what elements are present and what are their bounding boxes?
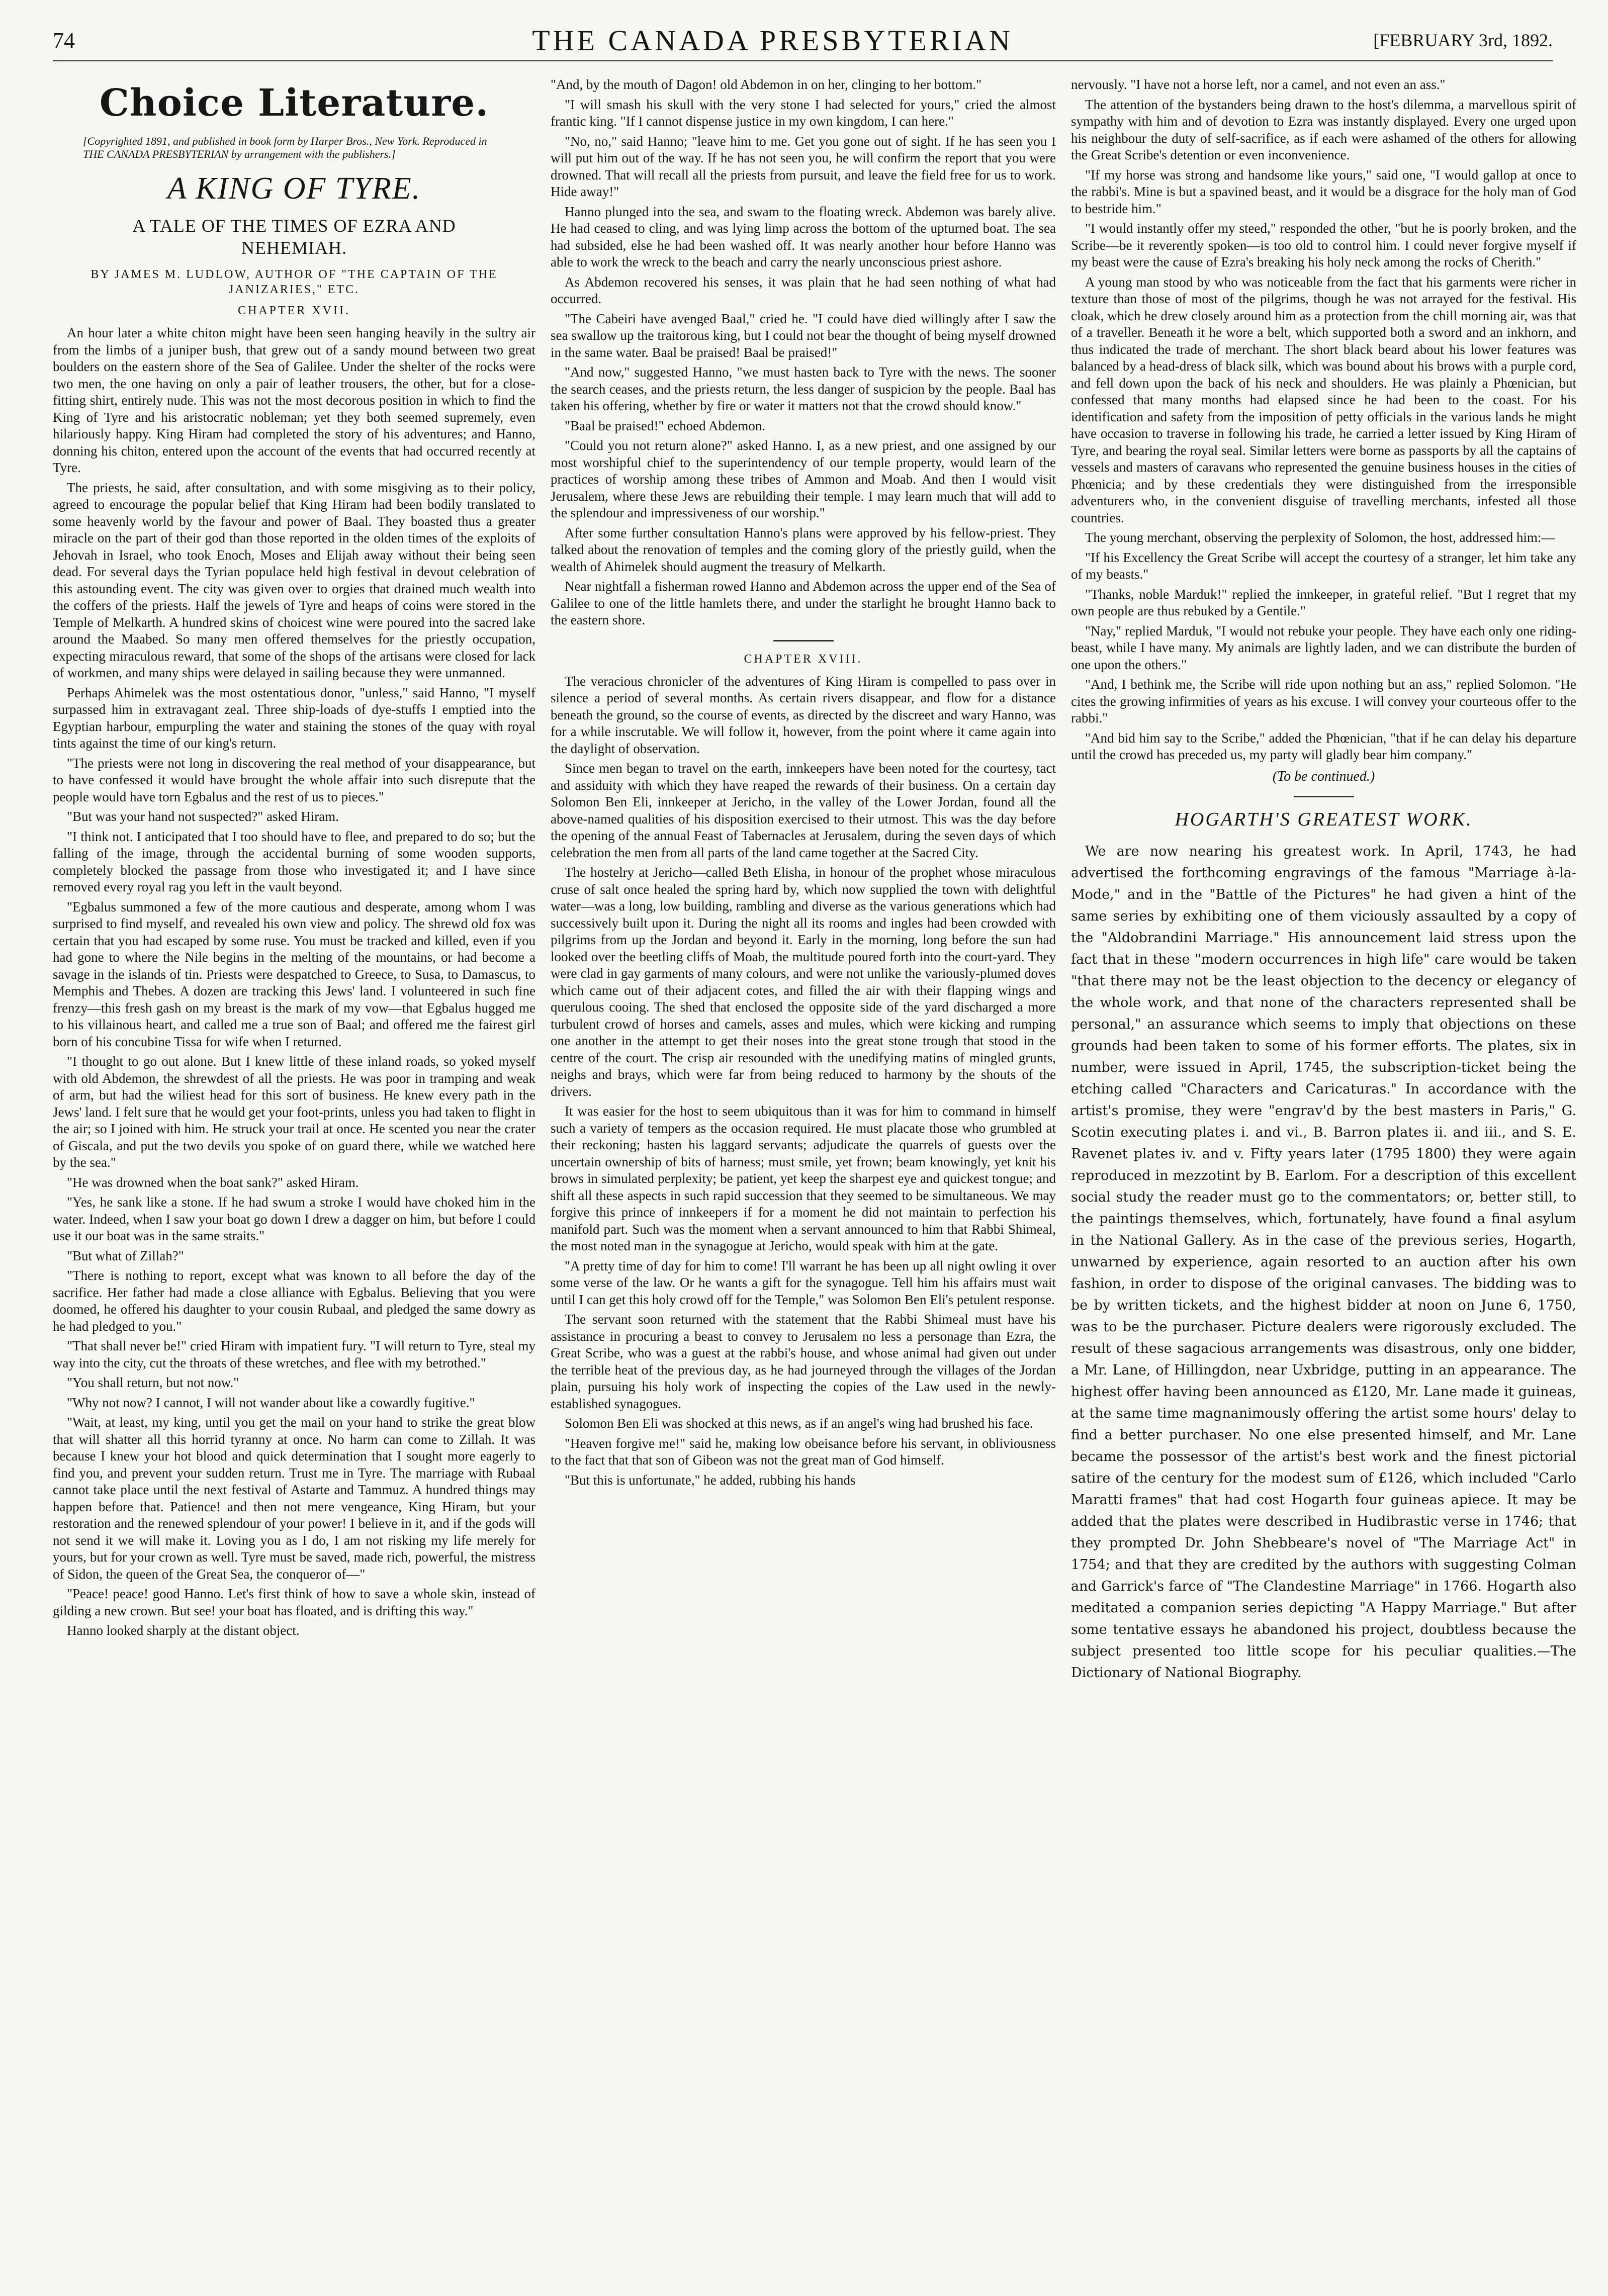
paragraph: "The Cabeiri have avenged Baal," cried he. "I could have died willingly after I saw the sea swallow up the traitorous king, but I could not bear the thought of being myself drowned in the same water. Baal be praised! Baal be praised!"	[551, 311, 1056, 360]
columns	[53, 76, 1576, 2278]
paragraph: "Nay," replied Marduk, "I would not rebuke your people. They have each only one riding-beast, while I have many. My animals are lightly laden, and we can distribute the burden of one upon the others."	[1071, 623, 1576, 672]
paragraph: nervously. "I have not a horse left, nor a camel, and not even an ass."	[1071, 77, 1446, 92]
paragraph: "Heaven forgive me!" said he, making low obeisance before his servant, in obliviousness to the fact that that son of Gibeon was not the great man of God himself.	[551, 1435, 1056, 1467]
chapter-body	[551, 673, 1056, 1489]
paragraph: "But this is unfortunate," he added, rubbing his hands	[565, 1472, 856, 1488]
paragraph: "That shall never be!" cried Hiram with impatient fury. "I will return to Tyre, steal my way into the city, cut the throats of these wretches, and flee with my betrothed."	[53, 1338, 535, 1370]
paragraph: We are now nearing his greatest work. In April, 1743, he had advertised the forthcoming engravings of the famous "Marriage à-la-Mode," and in the "Battle of the Pictures" he had given a hint of the same series by exhibiting one of them viciously assaulted by a copy of the "Aldobrandini Marriage." His announcement laid stress upon the fact that in these "modern occurrences in high life" care would be taken "that there may not be the least objection to the decency or elegancy of the whole work, and that none of the characters represented shall be personal," an assurance which seems to imply that objections on these grounds had been taken to some of his former efforts. The plates, six in number, were issued in April, 1745, the subscription-ticket being the etching called "Characters and Caricaturas." In accordance with the artist's promise, they were "engrav'd by the best masters in Paris," G. Scotin executing plates i. and vi., B. Barron plates ii. and iii., and S. E. Ravenet plates iv. and v. Fifty years later (1795 1800) they were again reproduced in mezzotint by B. Earlom. For a description of this excellent social study the reader must go to the commentators; or, better still, to the paintings themselves, which, fortunately, have found a final asylum in the National Gallery. As in the case of the previous series, Hogarth, unwarned by experience, again resorted to an auction after his own fashion, in order to dispose of the original canvases. The bidding was to be by written tickets, and the highest bidder at noon on June 6, 1750, was to be the purchaser. Picture dealers were rigorously excluded. The result of these sagacious arrangements was disastrous, only one bidder, a Mr. Lane, of Hillingdon, near Uxbridge, putting in an appearance. The highest offer having been announced as £120, Mr. Lane made it guineas, at the same time magnanimously offering the artist some hours' delay to find a better purchaser. No one else presented himself, and Mr. Lane became the possessor of the artist's best work and the finest pictorial satire of the century for the modest sum of £126, which included "Carlo Maratti frames" that had cost Hogarth four guineas apiece. It may be added that the plates were described in Hudibrastic verse in 1746; that they prompted Dr. John Shebbeare's novel of "The Marriage Act" in 1754; and that they are credited by the authors with suggesting Colman and Garrick's farce of "The Clandestine Marriage" in 1766. Hogarth also meditated a companion series depicting "A Happy Marriage." But after some tentative essays he abandoned his project, doubtless because the subject presented too little scope for his peculiar qualities.—The Dictionary of National Biography.	[1071, 843, 1576, 1681]
paragraph: "Thanks, noble Marduk!" replied the innkeeper, in grateful relief. "But I regret that my own people are thus rebuked by a Gentile."	[1071, 586, 1576, 618]
divider	[1294, 796, 1354, 797]
article-body	[1071, 841, 1576, 1684]
paragraph: "If his Excellency the Great Scribe will accept the courtesy of a stranger, let him take any of my beasts."	[1071, 549, 1576, 582]
chapter-heading: CHAPTER XVIII.	[744, 652, 863, 666]
story-subtitle: A TALE OF THE TIMES OF EZRA AND NEHEMIAH.	[132, 216, 456, 258]
paragraph: It was easier for the host to seem ubiquitous than it was for him to command in himself such a variety of tempers as the occasion required. He must placate those who grumbled at their reckoning; hasten his laggard servants; adjudicate the quarrels of guests over the uncertain ownership of bits of harness; must smile, yet frown; beam knowingly, yet knit his brows in simulated perplexity; be patient, yet keep the sharpest eye and quickest tongue; and shift all these aspects in such rapid succession that they seemed to be simultaneous. We may forgive this prince of innkeepers if for a moment he did not maintain to perfection his manifold part. Such was the moment when a servant announced to him that Rabbi Shimeal, the most noted man in the synagogue at Jericho, would speak with him at the gate.	[551, 1104, 1056, 1253]
story-body-continued	[551, 76, 1056, 629]
paragraph: Hanno plunged into the sea, and swam to the floating wreck. Abdemon was barely alive. He had ceased to cling, and was lying limp across the bottom of the upturned boat. The sea had subsided, else he had been washed off. It was nearly another hour before Hanno was able to work the wreck to the beach and carry the nearly unconscious priest ashore.	[551, 204, 1056, 269]
paragraph: The attention of the bystanders being drawn to the host's dilemma, a marvellous spirit of sympathy with him and of devotion to Ezra was instantly displayed. Every one urged upon his neighbour the duty of self-sacrifice, as if each were ashamed of the others for allowing the Great Scribe's detention or even inconvenience.	[1071, 97, 1576, 162]
paragraph: The hostelry at Jericho—called Beth Elisha, in honour of the prophet whose miraculous cruse of salt once healed the spring hard by, which now supplied the town with delightful water—was a long, low building, rambling and diverse as the various generations which had successively built upon it. During the night all its rooms and ingles had been crowded with pilgrims from up the Jordan and beyond it. Early in the morning, long before the sun had looked over the beetling cliffs of Moab, the multitude poured forth into the court-yard. They were clad in gay garments of many colours, and were not unlike the variously-plumed doves which came out of their adjacent cotes, and filled the air with their flapping wings and querulous cooing. The shed that enclosed the opposite side of the yard discharged a more turbulent crowd of horses and camels, asses and mules, which were kicking and rumping one another in the attempt to get their noses into the great stone trough that stood in the centre of the court. The crisp air resounded with the unedifying matins of mingled grunts, neighs and brays, which were far from being reduced to harmony by the shouts of the drivers.	[551, 865, 1056, 1099]
paragraph: "There is nothing to report, except what was known to all before the day of the sacrifice. Her father had made a close alliance with Egbalus. Believing that you were doomed, he offered his daughter to your cousin Rubaal, and pledged the same dowry as he had pledged to you."	[53, 1268, 535, 1334]
paragraph: The servant soon returned with the statement that the Rabbi Shimeal must have his assistance in procuring a beast to convey to Jerusalem no less a personage than Ezra, the Great Scribe, who was a guest at the rabbi's house, and whose animal had given out under the terrible heat of the previous day, as he had journeyed through the villages of the Jordan plain, pursuing his holy work of inspecting the copies of the Law used in the newly-established synagogues.	[551, 1312, 1056, 1411]
paragraph: "And bid him say to the Scribe," added the Phœnician, "that if he can delay his departure until the crowd has preceded us, my party will gladly bear him company."	[1071, 730, 1576, 762]
column-1	[53, 76, 535, 2278]
paragraph: Near nightfall a fisherman rowed Hanno and Abdemon across the upper end of the Sea of Galilee to one of the little hamlets there, and under the starlight he brought Hanno back to the eastern shore.	[551, 579, 1056, 627]
page-number: 74	[53, 28, 75, 53]
paragraph: "And, by the mouth of Dagon! old Abdemon in on her, clinging to her bottom."	[551, 77, 982, 92]
divider	[773, 640, 834, 641]
column-3	[1071, 76, 1576, 2278]
paragraph: "A pretty time of day for him to come! I'll warrant he has been up all night owling it over some verse of the law. Or he wants a gift for the synagogue. Tell him his affairs must wait until I can get this holy crowd off for the Temple," was Solomon Ben Eli's petulent response.	[551, 1258, 1056, 1307]
story-title: A KING OF TYRE.	[167, 171, 421, 206]
paragraph: As Abdemon recovered his senses, it was plain that he had seen nothing of what had occurred.	[551, 274, 1056, 306]
paragraph: An hour later a white chiton might have been seen hanging heavily in the sultry air from the limbs of a juniper bush, that grew out of a sandy mound between two great boulders on the eastern shore of the Sea of Galilee. Under the shelter of the rocks were two men, the one having on only a pair of leather trousers, the other, but for a close-fitting shirt, entirely nude. This was not the most decorous position in which to find the King of Tyre and his aristocratic nobleman; yet they both seemed supremely, even hilariously happy. King Hiram had completed the story of his adventures; and Hanno, donning his chiton, entered upon the account of the events that had occurred recently at Tyre.	[53, 325, 535, 475]
paragraph: Perhaps Ahimelek was the most ostentatious donor, "unless," said Hanno, "I myself surpassed him in extravagant zeal. Three ship-loads of dye-stuffs I emptied into the Egyptian harbour, empurpling the water and staining the stones of the quay with royal tints against the time of our king's return.	[53, 685, 535, 751]
issue-date: [FEBRUARY 3rd, 1892.	[1373, 30, 1553, 50]
paragraph: After some further consultation Hanno's plans were approved by his fellow-priest. They talked about the renovation of temples and the coming glory of the priestly guild, when the wealth of Ahimelek should augment the treasury of Melkarth.	[551, 525, 1056, 574]
masthead	[53, 20, 1553, 61]
article-title: HOGARTH'S GREATEST WORK.	[1175, 808, 1473, 830]
paragraph: "I think not. I anticipated that I too should have to flee, and prepared to do so; but the falling of the image, through the accidental burning of some wooden supports, completely blocked the passage from those who investigated it; and I have since removed every royal rag you left in the vault beyond.	[53, 829, 535, 894]
paragraph: "And, I bethink me, the Scribe will ride upon nothing but an ass," replied Solomon. "He cites the growing infirmities of years as his excuse. I will convey your courteous offer to the rabbi."	[1071, 677, 1576, 725]
paragraph: "The priests were not long in discovering the real method of your disappearance, but to have confessed it would have brought the whole affair into such disrepute that the people would have torn Egbalus and the rest of us to pieces."	[53, 755, 535, 804]
author-byline: BY JAMES M. LUDLOW, AUTHOR OF "THE CAPTAIN OF THE JANIZARIES," ETC.	[91, 268, 498, 296]
section-title: Choice Literature.	[99, 81, 489, 125]
paragraph: The young merchant, observing the perplexity of Solomon, the host, addressed him:—	[1085, 530, 1555, 545]
to-be-continued: (To be continued.)	[1272, 768, 1375, 784]
paragraph: "But was your hand not suspected?" asked Hiram.	[67, 809, 339, 824]
paragraph: "But what of Zillah?"	[67, 1248, 184, 1263]
paragraph: Since men began to travel on the earth, innkeepers have been noted for the courtesy, tact and assiduity with which they have reaped the rewards of their business. On a certain day Solomon Ben Eli, innkeeper at Jericho, in the valley of the Lower Jordan, found all the above-named qualities of his disposition exercised to their utmost. This was the day before the opening of the annual Feast of Tabernacles at Jerusalem, during the seven days of which celebration the men from all parts of the land came together at the Sacred City.	[551, 761, 1056, 860]
paragraph: Hanno looked sharply at the distant object.	[67, 1623, 300, 1638]
paragraph: "Egbalus summoned a few of the more cautious and desperate, among whom I was surprised to find myself, and revealed his own view and policy. The shrewd old fox was certain that you had escaped by some ruse. You must be tracked and killed, even if you had gone to where the Nile begins in the melting of the mountains, or had become a savage in the islands of tin. Priests were despatched to Greece, to Susa, to Damascus, to Memphis and Thebes. A dozen are tracking this Jews' land. I volunteered in such fine frenzy—this fresh gash on my breast is the mark of my vow—that Egbalus hugged me to his villainous heart, and called me a true son of Baal; and offered me the fairest girl born of his concubine Tissa for wife when I returned.	[53, 899, 535, 1049]
paragraph: "Yes, he sank like a stone. If he had swum a stroke I would have choked him in the water. Indeed, when I saw your boat go down I drew a dagger on him, but before I could use it our boat was in the same straits."	[53, 1195, 535, 1243]
paragraph: "Could you not return alone?" asked Hanno. I, as a new priest, and one assigned by our most worshipful chief to the superintendency of our temple property, would learn of the practices of worship among these tribes of Ammon and Moab. And then I would visit Jerusalem, where these Jews are rebuilding their temple. I may learn much that will add to the splendour and impressiveness of our worship."	[551, 438, 1056, 520]
story-body-continued	[1071, 76, 1576, 764]
paragraph: A young man stood by who was noticeable from the fact that his garments were richer in texture than those of most of the pilgrims, though he was not arrayed for the festival. His cloak, which he drew closely around him as a protection from the chill morning air, was that of a traveller. Beneath it he wore a belt, which supported both a sword and an inkhorn, and thus indicated the trade of merchant. The short black beard about his lower features was balanced by a head-dress of black silk, which was bound about his brows with a purple cord, and fell down upon the back of his neck and shoulders. He was plainly a Phœnician, but confessed that many months had elapsed since he had been to the coast. For his identification and safety from the imposition of petty officials in the various lands he might have occasion to traverse in following his trade, he carried a letter issued by King Hiram of Tyre, and bearing the royal seal. Similar letters were borne as passports by all the captains of vessels and masters of caravans who represented the genuine business houses in the cities of Phœnicia; and by these credentials they were distinguished from the irresponsible adventurers who, in the convenient disguise of travelling merchants, infested all those countries.	[1071, 274, 1576, 525]
paragraph: "I will smash his skull with the very stone I had selected for yours," cried the almost frantic king. "If I cannot dispense justice in my own kingdom, I can here."	[551, 97, 1056, 129]
paragraph: "Wait, at least, my king, until you get the mail on your hand to strike the great blow that will shatter all this horrid tyranny at once. No harm can come to Zillah. It was because I knew your hot blood and quick determination that I sought more eagerly to find you, and prevent your sudden return. Trust me in Tyre. The marriage with Rubaal cannot take place until the next festival of Astarte and Tammuz. A hundred things may happen before that. Patience! and then not mere vengeance, King Hiram, but your restoration and the renewed splendour of your power! I believe in it, and if the gods will not send it we will make it. Loving you as I do, I am not risking my life merely for yours, but for your crown as well. Tyre must be saved, made rich, powerful, the mistress of Sidon, the queen of the Great Sea, the conqueror of—"	[53, 1415, 535, 1582]
paragraph: "And now," suggested Hanno, "we must hasten back to Tyre with the news. The sooner the search ceases, and the priests return, the less danger of suspicion by the people. Baal has taken his offering, whether by fire or water it matters not that the crowd should know."	[551, 364, 1056, 413]
newspaper-title: THE CANADA PRESBYTERIAN	[532, 24, 1013, 57]
paragraph: The veracious chronicler of the adventures of King Hiram is compelled to pass over in silence a period of several months. As certain rivers disappear, and flow for a distance beneath the ground, so the course of events, as directed by the discreet and wary Hanno, was for a while inscrutable. We will follow it, however, from the point where it came again into the daylight of observation.	[551, 673, 1056, 756]
column-2	[551, 76, 1056, 2278]
paragraph: "No, no," said Hanno; "leave him to me. Get you gone out of sight. If he has seen you I will put him out of the way. If he has not seen you, he will confirm the report that you were drowned. That will recall all the priests from pursuit, and leave the field free for us to work. Hide away!"	[551, 133, 1056, 199]
copyright-notice: [Copyrighted 1891, and published in book form by Harper Bros., New York. Reproduced in THE CANADA PRESBYTERIAN by arrangement with the publishers.]	[83, 135, 487, 160]
paragraph: "Why not now? I cannot, I will not wander about like a cowardly fugitive."	[67, 1395, 475, 1410]
paragraph: Solomon Ben Eli was shocked at this news, as if an angel's wing had brushed his face.	[565, 1416, 1033, 1431]
paragraph: "You shall return, but not now."	[67, 1375, 239, 1390]
paragraph: "Peace! peace! good Hanno. Let's first think of how to save a whole skin, instead of gilding a new crown. But see! your boat has floated, and is drifting this way."	[53, 1586, 535, 1618]
chapter-heading: CHAPTER XVII.	[238, 304, 350, 317]
paragraph: "If my horse was strong and handsome like yours," said one, "I would gallop at once to the rabbi's. Mine is but a spavined beast, and it would be a disgrace for the holy man of God to bestride him."	[1071, 167, 1576, 216]
paragraph: "I thought to go out alone. But I knew little of these inland roads, so yoked myself with old Abdemon, the shrewdest of all the priests. He was poor in tramping and weak of arm, but had the wiliest head for this sort of business. He knew every path in the Jews' land. I felt sure that he would get your foot-prints, unless you had taken to flight in the air; so I joined with him. He struck your trail at once. He scented you near the crater of Giscala, and put the two devils you spoke of on guard there, while we watched here by the sea."	[53, 1054, 535, 1170]
paragraph: "He was drowned when the boat sank?" asked Hiram.	[67, 1174, 359, 1190]
story-body	[53, 325, 535, 1639]
paragraph: "Baal be praised!" echoed Abdemon.	[565, 418, 766, 433]
paragraph: "I would instantly offer my steed," responded the other, "but he is poorly broken, and the Scribe—be it reverently spoken—is too old to control him. I could never forgive myself if my beast were the cause of Ezra's breaking his holy neck among the rocks of Cherith."	[1071, 221, 1576, 269]
paragraph: The priests, he said, after consultation, and with some misgiving as to their policy, agreed to encourage the popular belief that King Hiram had been bodily translated to some heavenly world by the favour and power of Baal. They boasted thus a greater miracle on the part of their god than those reported in the olden times of the exploits of Jehovah in Israel, who took Enoch, Moses and Elijah away without their being seen dead. For several days the Tyrian populace held high festival in devout celebration of this astounding event. The city was given over to orgies that drained much wealth into the coffers of the priests. Half the jewels of Tyre and heaps of coins were stored in the Temple of Melkarth. A hundred skins of choicest wine were poured into the sacred lake around the Maabed. So many men offered themselves for the priestly occupation, expecting miraculous reward, that some of the shops of the artisans were closed for lack of workmen, and many ships were delayed in sailing because they were unmanned.	[53, 480, 535, 680]
